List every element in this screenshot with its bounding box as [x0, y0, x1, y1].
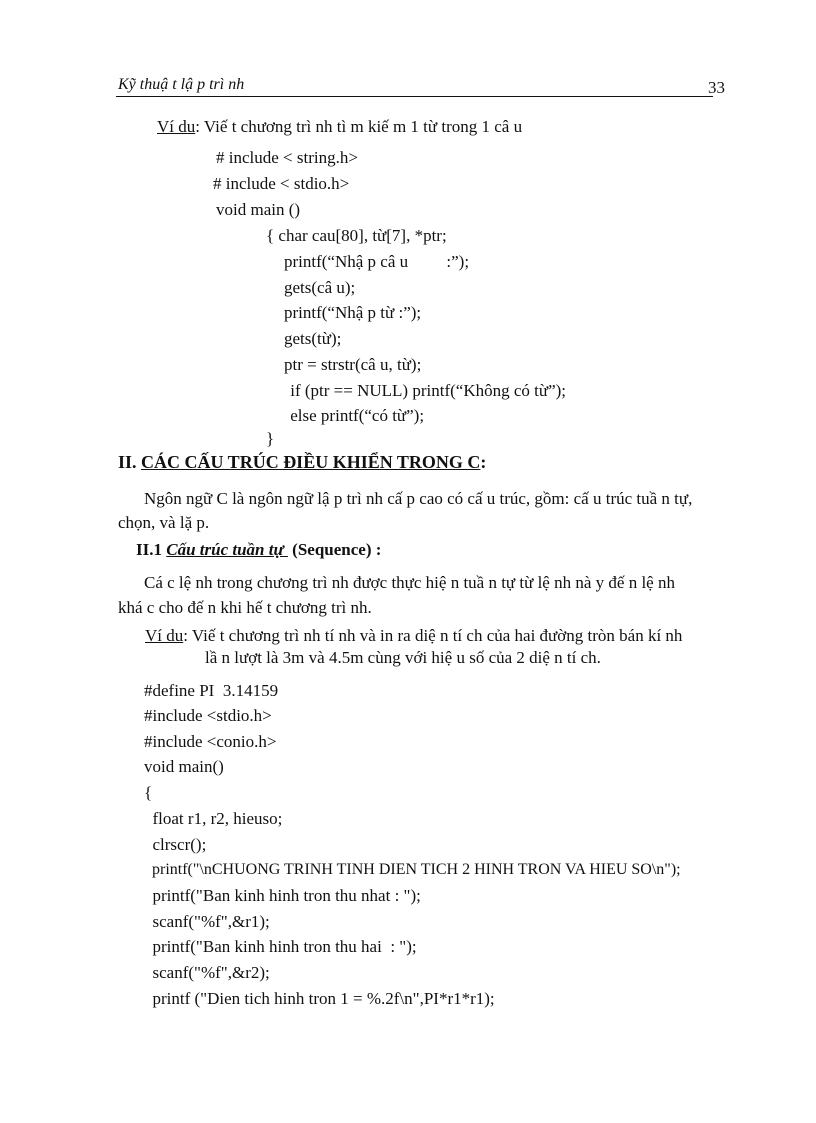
code2-line: #include <conio.h>: [144, 732, 277, 751]
example2-text: : Viế t chương trì nh tí nh và in ra diệ n tí ch của hai đường tròn bán kí nh: [183, 626, 683, 645]
running-header: Kỹ thuậ t lậ p trì nh: [118, 76, 245, 93]
page-number: 33: [708, 78, 725, 97]
code1-line: else printf(“có từ”);: [286, 406, 425, 425]
example2-line2: lầ n lượt là 3m và 4.5m cùng với hiệ u số của 2 diệ n tí ch.: [205, 648, 601, 667]
subsection-number: II.1: [136, 540, 167, 559]
code2-line: #include <stdio.h>: [144, 706, 272, 725]
code2-line: scanf("%f",&r1);: [144, 912, 270, 931]
code2-line: #define PI 3.14159: [144, 681, 279, 700]
subsection-paragraph-line: khá c cho đế n khi hế t chương trì nh.: [118, 598, 372, 617]
section-paragraph-line: chọn, và lặ p.: [118, 513, 210, 532]
example1-text: : Viế t chương trì nh tì m kiế m 1 từ trong 1 câ u: [195, 117, 523, 136]
subsection-paragraph-line: Cá c lệ nh trong chương trì nh được thực hiệ n tuầ n tự từ lệ nh nà y đế n lệ nh: [144, 573, 675, 592]
code2-line: printf("Ban kinh hinh tron thu nhat : ");: [144, 886, 421, 905]
code2-line: float r1, r2, hieuso;: [144, 809, 283, 828]
subsection-heading: [136, 540, 381, 560]
code1-line: gets(câ u);: [284, 278, 356, 297]
code2-line: clrscr();: [144, 835, 207, 854]
code1-line: void main (): [216, 200, 301, 219]
header-rule: [116, 96, 713, 97]
section-paragraph-line: Ngôn ngữ C là ngôn ngữ lậ p trì nh cấ p cao có cấ u trúc, gồm: cấ u trúc tuầ n tự,: [144, 489, 693, 508]
section-heading: [118, 452, 486, 473]
code2-line: {: [144, 783, 153, 802]
code2-line: void main(): [144, 757, 224, 776]
section-title: CÁC CẤU TRÚC ĐIỀU KHIỂN TRONG C: [141, 452, 481, 472]
code1-line: # include < string.h>: [216, 148, 358, 167]
code1-line: printf(“Nhậ p câ u :”);: [284, 252, 470, 271]
code2-line: printf("\nCHUONG TRINH TINH DIEN TICH 2 HINH TRON VA HIEU SO\n");: [144, 861, 681, 878]
subsection-title: Cấu trúc tuần tự: [166, 540, 288, 559]
example1-line: [157, 114, 522, 140]
code1-line: if (ptr == NULL) printf(“Không có từ”);: [286, 381, 567, 400]
section-number: II.: [118, 452, 142, 472]
code1-line: { char cau[80], từ[7], *ptr;: [266, 226, 447, 245]
example1-label: Ví du: [157, 117, 196, 136]
code1-line: # include < stdio.h>: [213, 174, 350, 193]
code2-line: printf("Ban kinh hinh tron thu hai : ");: [144, 937, 417, 956]
example2-label: Ví du: [145, 626, 184, 645]
section-colon: :: [480, 452, 487, 472]
code2-line: scanf("%f",&r2);: [144, 963, 270, 982]
code1-line: printf(“Nhậ p từ :”);: [284, 303, 422, 322]
code1-line: gets(từ);: [284, 329, 342, 348]
code2-line: printf ("Dien tich hinh tron 1 = %.2f\n",PI*r1*r1);: [144, 989, 495, 1008]
code1-line: }: [266, 429, 275, 448]
code1-line: ptr = strstr(câ u, từ);: [284, 355, 422, 374]
subsection-suffix: (Sequence) :: [287, 540, 382, 559]
